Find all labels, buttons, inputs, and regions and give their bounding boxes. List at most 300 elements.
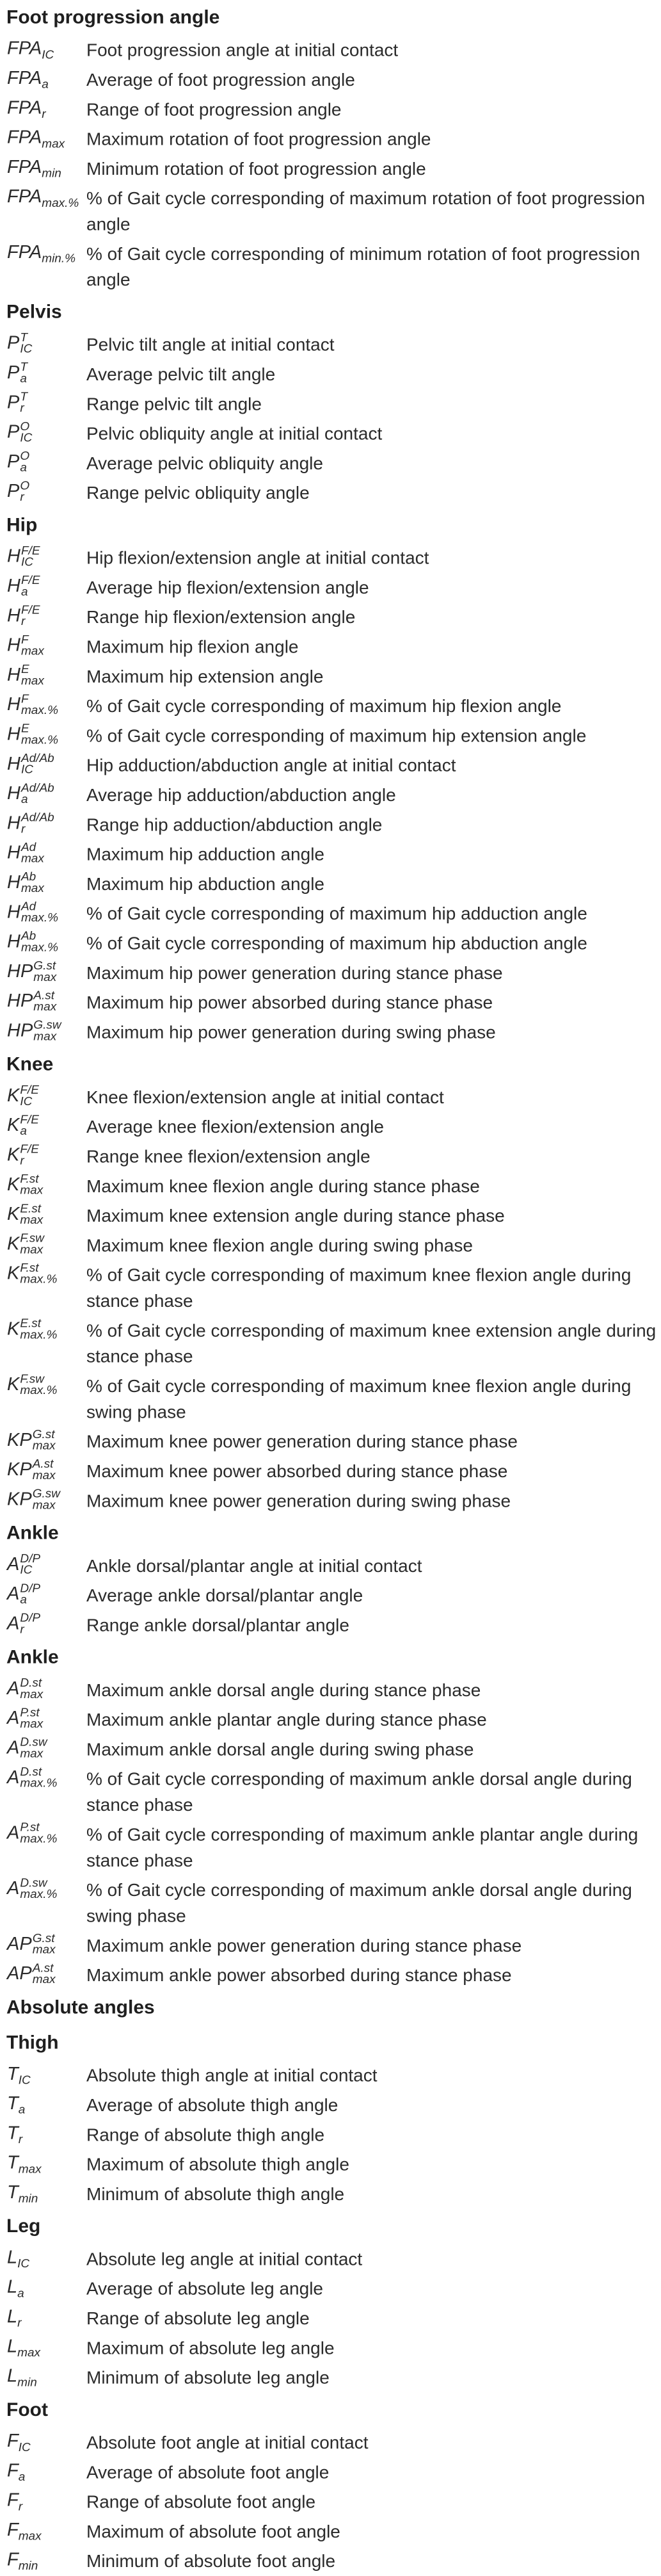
symbol-subscript: max bbox=[32, 1943, 56, 1957]
symbol-superscript: F bbox=[20, 633, 29, 647]
symbol-superscript: E.st bbox=[20, 1202, 42, 1216]
glossary-row bbox=[0, 419, 661, 448]
symbol-subscript: r bbox=[20, 615, 26, 629]
symbol-superscript: F.st bbox=[20, 1172, 39, 1187]
glossary-row bbox=[0, 988, 661, 1017]
symbol-subscript: IC bbox=[20, 432, 33, 445]
symbol-subscript: max.% bbox=[20, 911, 59, 925]
symbol-base: H bbox=[7, 843, 20, 863]
symbol-subscript: max bbox=[18, 2529, 42, 2543]
symbol-base: K bbox=[7, 1233, 20, 1254]
symbol-subscript: r bbox=[20, 1623, 24, 1637]
glossary-row bbox=[0, 2091, 661, 2120]
symbol-base: FPA bbox=[7, 242, 42, 263]
section-leg bbox=[0, 2209, 661, 2393]
description: Average of absolute thigh angle bbox=[86, 2095, 338, 2115]
symbol-base: F bbox=[7, 2431, 19, 2451]
description: Average hip flexion/extension angle bbox=[86, 578, 369, 597]
symbol-subscript: max bbox=[20, 1213, 44, 1227]
symbol-subscript: a bbox=[18, 2103, 26, 2117]
description: % of Gait cycle corresponding of maximum knee flexion angle during stance phase bbox=[86, 1265, 632, 1311]
symbol-superscript: Ad bbox=[20, 900, 36, 914]
symbol-base: H bbox=[7, 694, 20, 715]
symbol-base: H bbox=[7, 872, 20, 893]
section-hip bbox=[0, 508, 661, 1047]
symbol-base: KP bbox=[7, 1430, 32, 1450]
symbol bbox=[7, 1458, 56, 1482]
glossary-row bbox=[0, 2179, 661, 2208]
section-heading: Ankle bbox=[6, 1647, 59, 1668]
glossary-row bbox=[0, 359, 661, 389]
section-ankle bbox=[0, 1516, 661, 1640]
symbol bbox=[7, 723, 58, 747]
description: Maximum ankle dorsal angle during swing phase bbox=[86, 1739, 474, 1760]
symbol-superscript: O bbox=[20, 420, 30, 434]
symbol-base: K bbox=[7, 1374, 20, 1395]
symbol-subscript: max bbox=[17, 2346, 41, 2360]
symbol-subscript: max.% bbox=[20, 1832, 58, 1846]
symbol bbox=[7, 752, 54, 776]
symbol-superscript: A.st bbox=[32, 1457, 54, 1471]
symbol bbox=[7, 450, 29, 474]
symbol-subscript: max bbox=[20, 1717, 44, 1731]
symbol-base: H bbox=[7, 724, 20, 745]
glossary-row bbox=[0, 1231, 661, 1260]
symbol-superscript: E bbox=[20, 722, 29, 736]
description: Range of absolute thigh angle bbox=[86, 2125, 325, 2145]
description: Range hip adduction/abduction angle bbox=[86, 814, 383, 835]
description: Range pelvic tilt angle bbox=[86, 394, 262, 414]
symbol bbox=[7, 1707, 43, 1731]
section-heading: Foot bbox=[6, 2399, 48, 2420]
description: Absolute thigh angle at initial contact bbox=[86, 2066, 378, 2086]
glossary-row bbox=[0, 1142, 661, 1171]
section-heading: Thigh bbox=[6, 2032, 59, 2054]
symbol-base: AP bbox=[7, 1963, 32, 1984]
symbol-superscript: D.st bbox=[20, 1676, 42, 1690]
symbol bbox=[7, 37, 54, 60]
description: % of Gait cycle corresponding of maximum ankle dorsal angle during stance phase bbox=[86, 1769, 632, 1815]
symbol bbox=[7, 2151, 42, 2174]
section-absolute-angles bbox=[0, 1990, 661, 2025]
symbol-base: H bbox=[7, 546, 20, 567]
symbol-base: FPA bbox=[7, 157, 42, 177]
symbol-base: A bbox=[7, 1767, 20, 1788]
symbol-base: K bbox=[7, 1318, 20, 1340]
symbol-base: P bbox=[7, 333, 20, 353]
description: Maximum of absolute thigh angle bbox=[86, 2154, 349, 2175]
symbol-subscript: max.% bbox=[20, 1384, 58, 1398]
symbol bbox=[7, 1318, 57, 1341]
section-foot-progression-angle bbox=[0, 0, 661, 295]
glossary-row bbox=[0, 2333, 661, 2363]
symbol bbox=[7, 1677, 43, 1701]
symbol-base: H bbox=[7, 813, 20, 834]
description: Average ankle dorsal/plantar angle bbox=[86, 1585, 363, 1605]
symbol-subscript: min bbox=[18, 2192, 38, 2206]
symbol-base: A bbox=[7, 1822, 20, 1843]
description: Minimum rotation of foot progression angle bbox=[86, 159, 426, 179]
symbol-base: H bbox=[7, 605, 20, 626]
symbol-superscript: E.st bbox=[20, 1317, 42, 1331]
symbol-subscript: IC bbox=[20, 763, 33, 777]
symbol bbox=[7, 1262, 57, 1286]
symbol bbox=[7, 97, 46, 119]
symbol-subscript: max bbox=[33, 971, 57, 985]
symbol-superscript: G.st bbox=[33, 959, 56, 973]
symbol-subscript: max bbox=[20, 1747, 44, 1761]
symbol-base: A bbox=[7, 1708, 20, 1729]
section-knee bbox=[0, 1047, 661, 1516]
glossary-row bbox=[0, 95, 661, 124]
symbol-superscript: T bbox=[20, 360, 28, 375]
description: Maximum knee power generation during swing phase bbox=[86, 1491, 511, 1511]
glossary-row bbox=[0, 1372, 661, 1427]
symbol-superscript: F/E bbox=[20, 1143, 39, 1156]
description: Maximum knee flexion angle during swing phase bbox=[86, 1235, 473, 1256]
symbol-superscript: G.sw bbox=[32, 1487, 60, 1501]
symbol bbox=[7, 1203, 43, 1227]
symbol bbox=[7, 421, 32, 444]
symbol bbox=[7, 67, 49, 92]
symbol bbox=[7, 2276, 24, 2301]
symbol-base: HP bbox=[7, 991, 33, 1012]
symbol-superscript: P.st bbox=[20, 1706, 40, 1720]
description: Range of absolute foot angle bbox=[86, 2491, 316, 2512]
glossary-row bbox=[0, 1457, 661, 1486]
symbol bbox=[7, 1612, 40, 1636]
symbol-subscript: r bbox=[18, 2500, 23, 2514]
symbol-base: H bbox=[7, 665, 20, 685]
symbol-subscript: r bbox=[20, 401, 24, 416]
symbol-superscript: O bbox=[20, 450, 30, 464]
description: Hip adduction/abduction angle at initial contact bbox=[86, 756, 456, 775]
glossary-row bbox=[0, 2244, 661, 2274]
glossary-row bbox=[0, 1820, 661, 1875]
symbol bbox=[7, 1822, 57, 1845]
symbol-superscript: D/P bbox=[20, 1612, 41, 1625]
symbol-superscript: G.st bbox=[32, 1428, 55, 1442]
symbol-superscript: D/P bbox=[20, 1582, 41, 1596]
description: % of Gait cycle corresponding of maximum hip adduction angle bbox=[86, 903, 587, 924]
symbol-subscript: IC bbox=[18, 2440, 31, 2454]
symbol-base: AP bbox=[7, 1934, 32, 1954]
symbol-base: K bbox=[7, 1174, 20, 1195]
symbol-subscript: r bbox=[18, 2133, 23, 2146]
description: Pelvic obliquity angle at initial contact bbox=[86, 423, 383, 444]
description: % of Gait cycle corresponding of maximum hip flexion angle bbox=[86, 696, 562, 717]
symbol bbox=[7, 901, 58, 925]
symbol-subscript: r bbox=[20, 1154, 24, 1168]
glossary-row bbox=[0, 1675, 661, 1705]
symbol-base: FPA bbox=[7, 97, 42, 118]
glossary-row bbox=[0, 839, 661, 869]
glossary-row bbox=[0, 1427, 661, 1456]
symbol bbox=[7, 1084, 39, 1108]
symbol-subscript: max bbox=[20, 674, 44, 688]
glossary-row bbox=[0, 2150, 661, 2179]
symbol-base: A bbox=[7, 1678, 20, 1699]
symbol-subscript: min bbox=[42, 166, 61, 181]
symbol-subscript: a bbox=[20, 461, 27, 475]
symbol-superscript: Ad bbox=[20, 841, 36, 855]
glossary-row bbox=[0, 1961, 661, 1990]
glossary-row bbox=[0, 1735, 661, 1764]
symbol-subscript: max bbox=[18, 2162, 42, 2176]
description: Average hip adduction/abduction angle bbox=[86, 785, 396, 805]
symbol-subscript: max bbox=[20, 882, 44, 896]
description: % of Gait cycle corresponding of maximum ankle dorsal angle during swing phase bbox=[86, 1880, 632, 1926]
symbol-base: A bbox=[7, 1554, 20, 1575]
symbol-subscript: r bbox=[20, 822, 26, 836]
description: Maximum ankle power absorbed during stance phase bbox=[86, 1965, 512, 1985]
description: Maximum hip power absorbed during stance phase bbox=[86, 992, 493, 1013]
glossary-row bbox=[0, 389, 661, 419]
symbol bbox=[7, 2305, 21, 2328]
symbol-superscript: Ad/Ab bbox=[20, 811, 54, 825]
symbol-superscript: T bbox=[20, 331, 28, 345]
symbol-base: T bbox=[7, 2064, 19, 2084]
section-foot bbox=[0, 2392, 661, 2576]
symbol bbox=[7, 812, 54, 836]
glossary-row bbox=[0, 661, 661, 691]
symbol-base: H bbox=[7, 902, 20, 923]
symbol-superscript: O bbox=[20, 479, 30, 493]
symbol bbox=[7, 2489, 23, 2514]
symbol bbox=[7, 2246, 29, 2269]
symbol-base: F bbox=[7, 2460, 19, 2481]
symbol-base: A bbox=[7, 1737, 20, 1758]
symbol-superscript: G.sw bbox=[33, 1019, 61, 1032]
glossary-row bbox=[0, 65, 661, 94]
symbol-superscript: D/P bbox=[20, 1552, 41, 1566]
glossary-row bbox=[0, 2363, 661, 2392]
symbol-subscript: IC bbox=[20, 1095, 33, 1109]
description: Range of foot progression angle bbox=[86, 99, 342, 120]
section-heading: Hip bbox=[6, 514, 38, 536]
description: % of Gait cycle corresponding of maximum hip extension angle bbox=[86, 725, 587, 746]
glossary-row bbox=[0, 1112, 661, 1142]
symbol bbox=[7, 2518, 42, 2541]
symbol-superscript: F.st bbox=[20, 1261, 39, 1276]
symbol bbox=[7, 782, 54, 806]
description: % of Gait cycle corresponding of maximum rotation of foot progression angle bbox=[86, 188, 646, 234]
description: Average pelvic tilt angle bbox=[86, 364, 276, 384]
symbol bbox=[7, 1144, 39, 1167]
symbol bbox=[7, 930, 58, 954]
symbol-subscript: a bbox=[20, 793, 28, 807]
glossary-row bbox=[0, 1171, 661, 1201]
symbol-base: F bbox=[7, 2490, 19, 2511]
description: Maximum hip extension angle bbox=[86, 667, 324, 686]
symbol-subscript: max.% bbox=[42, 197, 79, 210]
glossary-row bbox=[0, 1201, 661, 1231]
symbol-superscript: D.sw bbox=[20, 1876, 47, 1890]
glossary-row bbox=[0, 1764, 661, 1820]
glossary-row bbox=[0, 2547, 661, 2576]
symbol-subscript: max bbox=[20, 1688, 44, 1702]
symbol-subscript: max.% bbox=[20, 1777, 58, 1790]
glossary-row bbox=[0, 330, 661, 359]
symbol-subscript: IC bbox=[18, 2073, 31, 2087]
description: % of Gait cycle corresponding of maximum knee flexion angle during swing phase bbox=[86, 1376, 632, 1422]
symbol-subscript: max.% bbox=[20, 1888, 58, 1902]
glossary-row bbox=[0, 781, 661, 810]
glossary-row bbox=[0, 721, 661, 750]
symbol-superscript: F/E bbox=[20, 574, 40, 588]
symbol bbox=[7, 574, 40, 598]
symbol-subscript: r bbox=[17, 2316, 22, 2330]
symbol bbox=[7, 2365, 37, 2390]
symbol-base: FPA bbox=[7, 38, 42, 59]
description: Maximum knee extension angle during stance phase bbox=[86, 1206, 505, 1226]
glossary-row bbox=[0, 2274, 661, 2303]
description: Maximum rotation of foot progression angle bbox=[86, 129, 431, 149]
symbol-base: K bbox=[7, 1204, 20, 1225]
description: Minimum of absolute leg angle bbox=[86, 2367, 330, 2388]
description: Maximum of absolute foot angle bbox=[86, 2522, 340, 2541]
glossary-row bbox=[0, 958, 661, 987]
symbol-subscript: a bbox=[20, 585, 28, 599]
symbol-base: T bbox=[7, 2093, 19, 2114]
symbol-base: H bbox=[7, 783, 20, 804]
description: Range pelvic obliquity angle bbox=[86, 483, 310, 503]
description: Maximum ankle plantar angle during stance phase bbox=[86, 1710, 487, 1730]
symbol-subscript: max bbox=[32, 1469, 56, 1483]
description: Average of absolute foot angle bbox=[86, 2462, 330, 2483]
symbol-subscript: max bbox=[33, 1030, 57, 1044]
symbol-subscript: min bbox=[17, 2376, 37, 2390]
symbol-base: H bbox=[7, 635, 20, 656]
symbol-superscript: P.st bbox=[20, 1821, 40, 1835]
description: Maximum of absolute leg angle bbox=[86, 2338, 335, 2358]
symbol-base: HP bbox=[7, 1020, 33, 1041]
symbol-subscript: IC bbox=[20, 1564, 33, 1577]
symbol-superscript: Ab bbox=[20, 930, 36, 944]
symbol-base: L bbox=[7, 2247, 18, 2268]
symbol-base: FPA bbox=[7, 186, 42, 207]
symbol-subscript: max bbox=[32, 1498, 56, 1512]
glossary-row bbox=[0, 2303, 661, 2333]
glossary-row bbox=[0, 1316, 661, 1372]
symbol bbox=[7, 1173, 43, 1197]
symbol-base: F bbox=[7, 2549, 19, 2570]
description: Range of absolute leg angle bbox=[86, 2308, 310, 2328]
glossary-row bbox=[0, 692, 661, 721]
symbol-base: HP bbox=[7, 961, 33, 982]
symbol-subscript: a bbox=[20, 1593, 27, 1607]
symbol-base: P bbox=[7, 451, 20, 472]
symbol-base: H bbox=[7, 754, 20, 774]
symbol bbox=[7, 1373, 57, 1397]
symbol bbox=[7, 1019, 61, 1043]
symbol bbox=[7, 1233, 44, 1256]
symbol bbox=[7, 604, 40, 628]
symbol-base: H bbox=[7, 931, 20, 952]
glossary-row bbox=[0, 1551, 661, 1580]
symbol-base: T bbox=[7, 2153, 19, 2173]
section-heading: Pelvis bbox=[6, 301, 62, 323]
symbol-subscript: IC bbox=[17, 2257, 30, 2271]
description: Maximum ankle power generation during stance phase bbox=[86, 1936, 522, 1956]
symbol-superscript: A.st bbox=[33, 989, 55, 1003]
symbol bbox=[7, 1963, 56, 1986]
symbol-base: K bbox=[7, 1115, 20, 1136]
section-heading: Knee bbox=[6, 1054, 54, 1075]
symbol-base: F bbox=[7, 2520, 19, 2540]
symbol-subscript: min bbox=[18, 2559, 38, 2573]
symbol-superscript: Ab bbox=[20, 870, 36, 884]
symbol-superscript: F.sw bbox=[20, 1372, 45, 1386]
symbol bbox=[7, 332, 32, 355]
glossary-row bbox=[0, 1581, 661, 1610]
symbol-superscript: D.sw bbox=[20, 1736, 47, 1749]
description: Average of foot progression angle bbox=[86, 70, 355, 90]
symbol-base: L bbox=[7, 2365, 18, 2386]
symbol bbox=[7, 1114, 39, 1138]
symbol-superscript: T bbox=[20, 391, 28, 404]
symbol-subscript: max.% bbox=[20, 733, 59, 747]
description: Maximum hip abduction angle bbox=[86, 874, 324, 894]
description: Absolute leg angle at initial contact bbox=[86, 2249, 363, 2269]
symbol bbox=[7, 1737, 47, 1760]
symbol bbox=[7, 186, 79, 208]
description: Minimum of absolute foot angle bbox=[86, 2551, 336, 2572]
symbol bbox=[7, 156, 61, 181]
description: Ankle dorsal/plantar angle at initial contact bbox=[86, 1556, 422, 1576]
symbol bbox=[7, 990, 56, 1014]
symbol-base: A bbox=[7, 1613, 20, 1634]
glossary-row bbox=[0, 1705, 661, 1735]
symbol bbox=[7, 1932, 56, 1956]
glossary-row bbox=[0, 899, 661, 928]
symbol-base: K bbox=[7, 1085, 20, 1106]
symbol bbox=[7, 241, 76, 266]
symbol-subscript: max bbox=[20, 1184, 44, 1197]
symbol bbox=[7, 361, 28, 385]
glossary-row bbox=[0, 35, 661, 65]
description: Maximum hip flexion angle bbox=[86, 636, 299, 657]
symbol-superscript: D.st bbox=[20, 1765, 42, 1779]
symbol-base: P bbox=[7, 362, 20, 383]
symbol bbox=[7, 480, 29, 504]
symbol-subscript: max bbox=[32, 1973, 56, 1987]
description: Absolute foot angle at initial contact bbox=[86, 2433, 369, 2452]
glossary-row bbox=[0, 124, 661, 154]
symbol bbox=[7, 663, 44, 687]
symbol bbox=[7, 1877, 57, 1901]
section-thigh bbox=[0, 2025, 661, 2209]
symbol-base: A bbox=[7, 1584, 20, 1605]
glossary-row bbox=[0, 1082, 661, 1112]
symbol-base: KP bbox=[7, 1459, 32, 1480]
symbol bbox=[7, 2429, 31, 2452]
symbol-subscript: r bbox=[42, 108, 46, 121]
symbol-base: P bbox=[7, 392, 20, 413]
section-heading: Absolute angles bbox=[6, 1997, 155, 2018]
symbol-subscript: a bbox=[20, 1124, 27, 1138]
description: Maximum knee power generation during stance phase bbox=[86, 1432, 518, 1452]
symbol-subscript: max bbox=[20, 645, 44, 658]
glossary-row bbox=[0, 1260, 661, 1316]
symbol bbox=[7, 960, 56, 984]
symbol-subscript: a bbox=[42, 77, 49, 92]
symbol-superscript: F.sw bbox=[20, 1232, 45, 1245]
symbol-base: K bbox=[7, 1263, 20, 1284]
glossary-row bbox=[0, 572, 661, 602]
symbol-base: L bbox=[7, 2277, 18, 2297]
symbol-base: T bbox=[7, 2123, 19, 2144]
